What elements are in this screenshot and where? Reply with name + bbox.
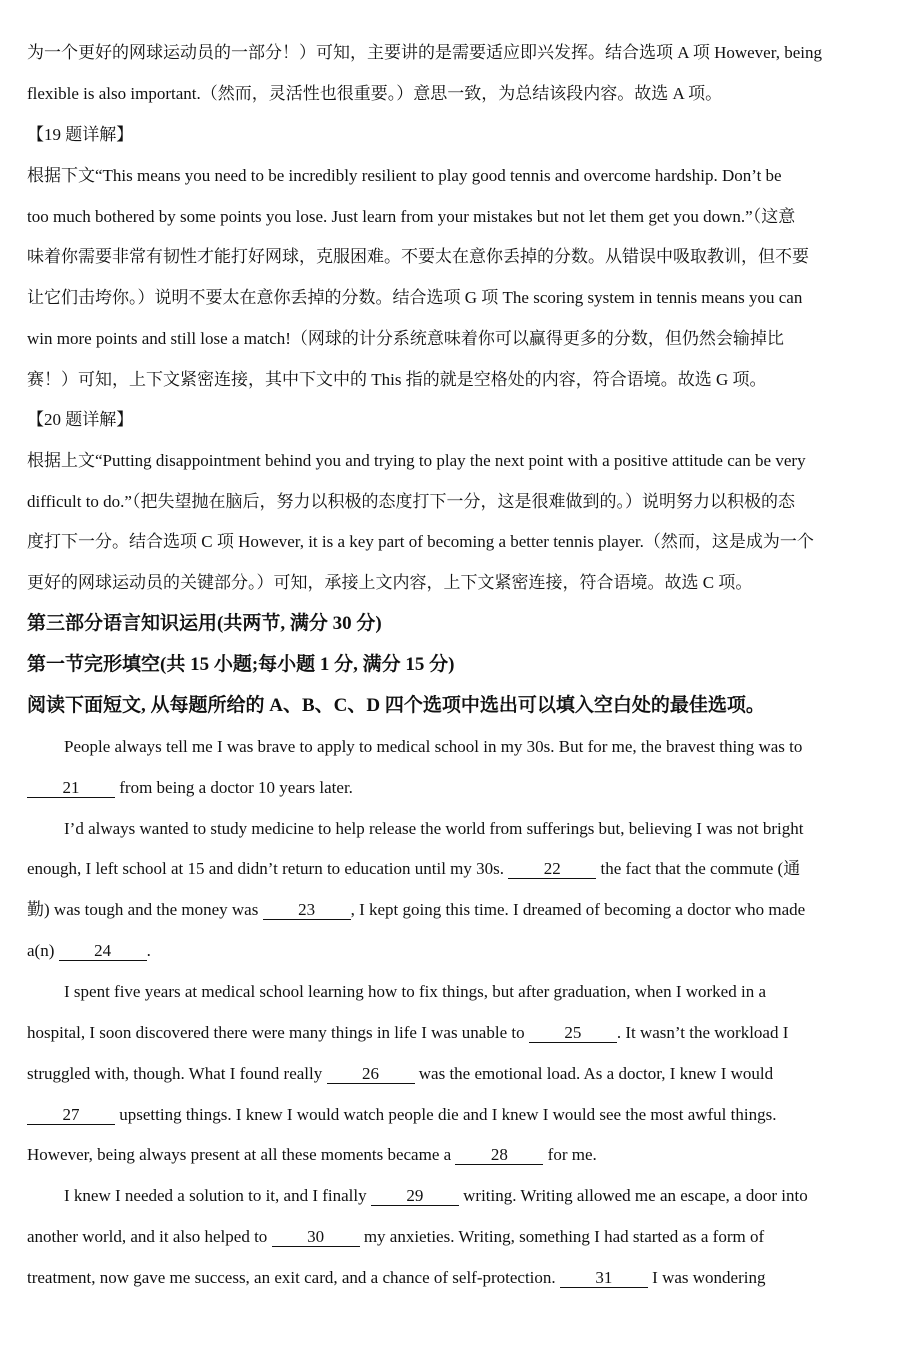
- passage-text: struggled with, though. What I found really: [27, 1064, 323, 1083]
- passage-line: [27, 1144, 876, 1166]
- passage-text: was the emotional load. As a doctor, I knew I would: [418, 1064, 774, 1083]
- blank-30: 30: [272, 1228, 360, 1247]
- passage-text: hospital, I soon discovered there were many things in life I was unable to: [27, 1023, 525, 1042]
- passage-line: [27, 1022, 876, 1044]
- q20-explanation-line: 更好的网球运动员的关键部分。）可知，承接上文内容，上下文紧密连接，符合语境。故选 C 项。: [27, 573, 753, 592]
- passage-text: writing. Writing allowed me an escape, a door into: [463, 1186, 808, 1205]
- passage-text: .: [146, 941, 151, 960]
- blank-26: 26: [327, 1065, 415, 1084]
- passage-text: 勤) was tough and the money was: [27, 900, 259, 919]
- q20-explanation-line: 根据上文“Putting disappointment behind you and trying to play the next point with a positive attitude can be very: [27, 451, 806, 470]
- passage-line: [27, 858, 876, 880]
- passage-text: I knew I needed a solution to it, and I finally: [64, 1186, 367, 1205]
- passage-text: my anxieties. Writing, something I had started as a form of: [363, 1227, 765, 1246]
- q20-explanation-line: difficult to do.”（把失望抛在脑后，努力以积极的态度打下一分，这是很难做到的。）说明努力以积极的态: [27, 492, 795, 511]
- passage-line: [27, 1104, 876, 1126]
- q19-explanation-line: 让它们击垮你。）说明不要太在意你丢掉的分数。结合选项 G 项 The scoring system in tennis means you can: [27, 288, 803, 307]
- passage-text: for me.: [547, 1145, 597, 1164]
- passage-line: [27, 940, 876, 962]
- blank-24: 24: [59, 942, 147, 961]
- passage-line: People always tell me I was brave to apply to medical school in my 30s. But for me, the bravest thing was to: [64, 737, 803, 756]
- passage-text: a(n): [27, 941, 55, 960]
- q19-explanation-line: win more points and still lose a match!（网球的计分系统意味着你可以赢得更多的分数，但仍然会输掉比: [27, 329, 784, 348]
- blank-25: 25: [529, 1024, 617, 1043]
- q19-heading: 【19 题详解】: [27, 125, 134, 144]
- passage-text: . It wasn’t the workload I: [616, 1023, 789, 1042]
- passage-text: I was wondering: [652, 1268, 766, 1287]
- blank-27: 27: [27, 1106, 115, 1125]
- cloze-section-title: 第一节完形填空(共 15 小题;每小题 1 分, 满分 15 分): [27, 654, 455, 675]
- q20-heading: 【20 题详解】: [27, 410, 134, 429]
- passage-text: , I kept going this time. I dreamed of becoming a doctor who made: [350, 900, 806, 919]
- blank-29: 29: [371, 1187, 459, 1206]
- part-three-title: 第三部分语言知识运用(共两节, 满分 30 分): [27, 613, 382, 634]
- q19-explanation-line: 根据下文“This means you need to be incredibly resilient to play good tennis and overcome hardship. Don’t be: [27, 166, 782, 185]
- blank-21: 21: [27, 779, 115, 798]
- passage-text: enough, I left school at 15 and didn’t return to education until my 30s.: [27, 859, 505, 878]
- passage-line: I spent five years at medical school learning how to fix things, but after graduation, when I worked in a: [64, 982, 766, 1001]
- passage-line: [27, 1063, 876, 1085]
- passage-text: upsetting things. I knew I would watch people die and I knew I would see the most awful things.: [119, 1105, 777, 1124]
- passage-line: [27, 1267, 876, 1289]
- passage-line: [27, 777, 876, 799]
- q18-explanation-line: flexible is also important.（然而，灵活性也很重要。）意思一致，为总结该段内容。故选 A 项。: [27, 84, 723, 103]
- passage-line: [27, 899, 876, 921]
- passage-text: another world, and it also helped to: [27, 1227, 268, 1246]
- passage-line: I’d always wanted to study medicine to help release the world from sufferings but, believing I was not bright: [64, 819, 804, 838]
- passage-text: from being a doctor 10 years later.: [119, 778, 353, 797]
- passage-text: treatment, now gave me success, an exit card, and a chance of self-protection.: [27, 1268, 556, 1287]
- passage-line: [27, 1226, 876, 1248]
- blank-23: 23: [263, 901, 351, 920]
- q20-explanation-line: 度打下一分。结合选项 C 项 However, it is a key part of becoming a better tennis player.（然而，这是成为一个: [27, 532, 814, 551]
- q19-explanation-line: 赛！）可知，上下文紧密连接，其中下文中的 This 指的就是空格处的内容，符合语境。故选 G 项。: [27, 370, 767, 389]
- blank-28: 28: [455, 1146, 543, 1165]
- passage-text: the fact that the commute (通: [600, 859, 801, 878]
- passage-line: [64, 1185, 876, 1207]
- blank-22: 22: [508, 860, 596, 879]
- cloze-instructions: 阅读下面短文, 从每题所给的 A、B、C、D 四个选项中选出可以填入空白处的最佳选项。: [27, 695, 765, 716]
- passage-text: However, being always present at all these moments became a: [27, 1145, 452, 1164]
- q18-explanation-line: 为一个更好的网球运动员的一部分！）可知，主要讲的是需要适应即兴发挥。结合选项 A 项 However, being: [27, 43, 822, 62]
- q19-explanation-line: too much bothered by some points you lose. Just learn from your mistakes but not let them get you down.”（这意: [27, 207, 796, 226]
- blank-31: 31: [560, 1269, 648, 1288]
- q19-explanation-line: 味着你需要非常有韧性才能打好网球，克服困难。不要太在意你丢掉的分数。从错误中吸取教训，但不要: [27, 247, 809, 266]
